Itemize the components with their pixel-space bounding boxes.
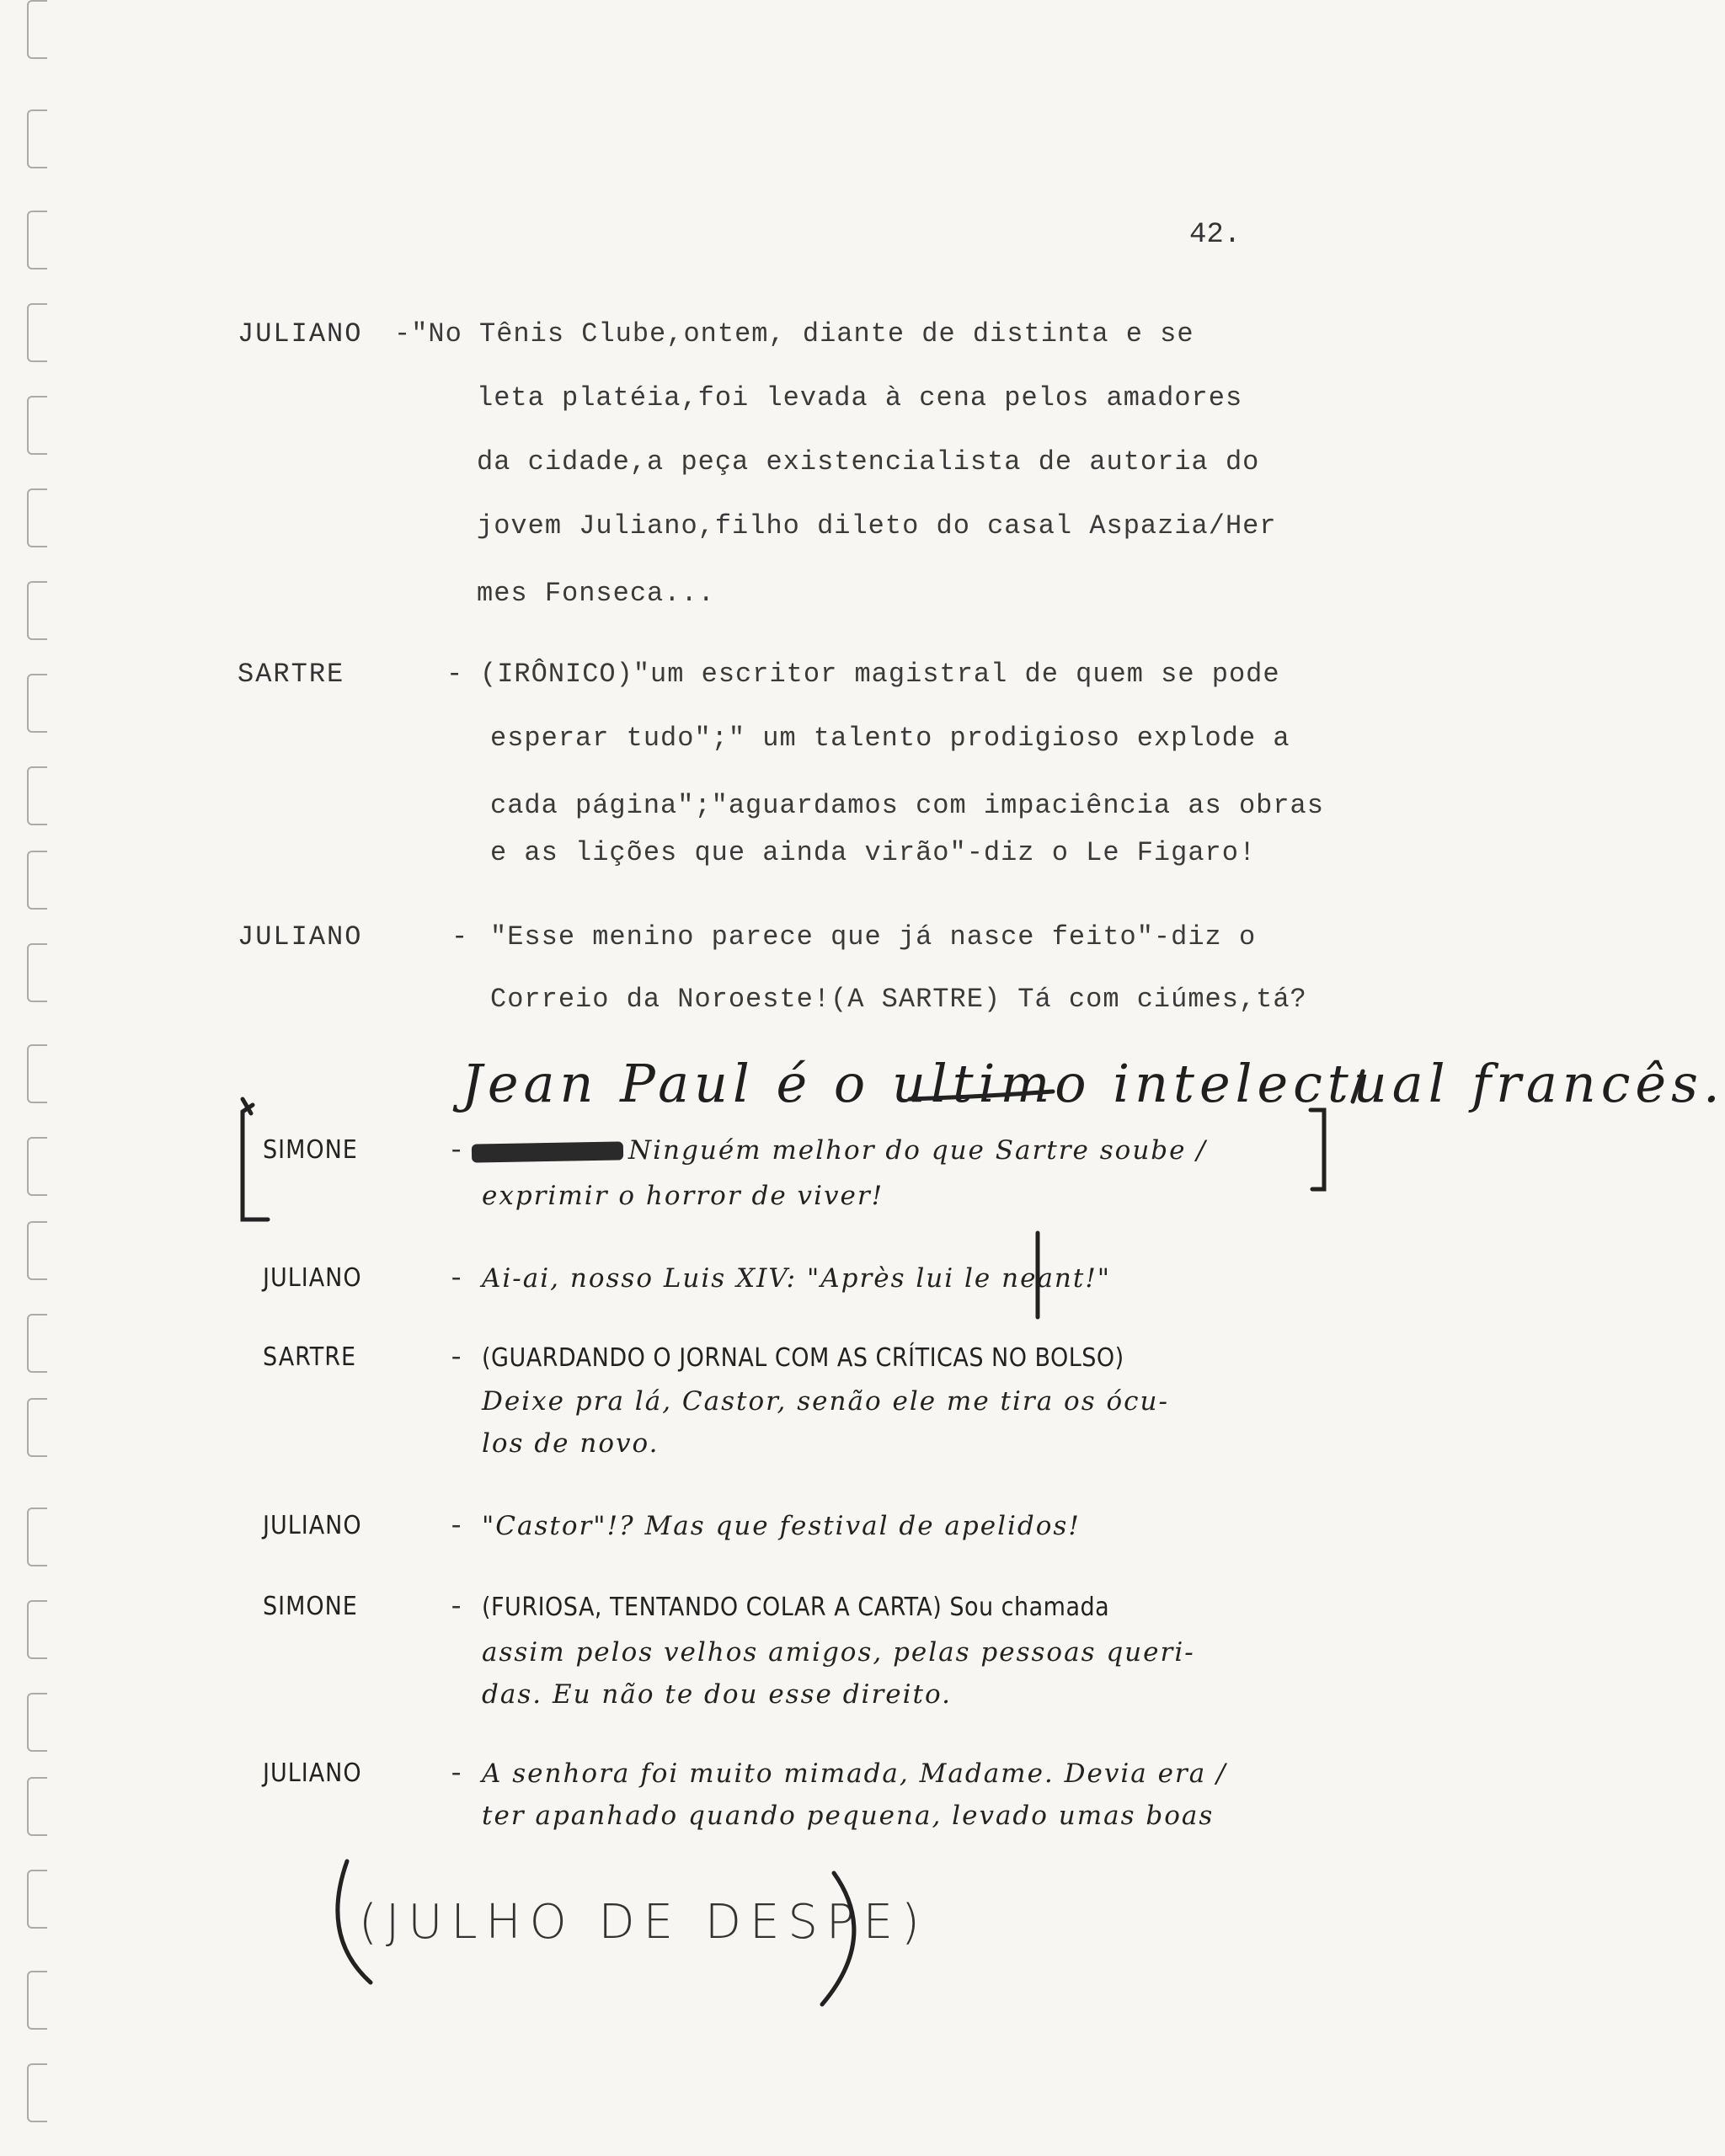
dialogue-dash: - xyxy=(448,1342,465,1374)
dialogue-line: ter apanhado quando pequena, levado umas boas xyxy=(482,1801,1215,1831)
speaker-name: JULIANO xyxy=(263,1758,362,1788)
speaker-name: SARTRE xyxy=(263,1342,356,1372)
speaker-name: JULIANO xyxy=(238,921,363,953)
dialogue-line: da cidade,a peça existencialista de autoria do xyxy=(477,446,1260,478)
stage-direction: (FURIOSA, TENTANDO COLAR A CARTA) Sou chamada xyxy=(482,1593,1110,1622)
dialogue-dash: - xyxy=(448,1511,465,1542)
slash-mark xyxy=(1353,1071,1363,1102)
dialogue-line: "Esse menino parece que já nasce feito"-diz o xyxy=(490,921,1257,953)
dialogue-line: e as lições que ainda virão"-diz o Le Figaro! xyxy=(490,837,1257,868)
dialogue-line: leta platéia,foi levada à cena pelos amadores xyxy=(477,382,1243,414)
speaker-name: SARTRE xyxy=(238,659,345,690)
close-paren-mark xyxy=(822,1873,854,2004)
dialogue-line: Ai-ai, nosso Luis XIV: "Après lui le neant!" xyxy=(482,1263,1112,1294)
dialogue-text: Ninguém melhor do que Sartre soube / xyxy=(628,1135,1207,1166)
speaker-name: JULIANO xyxy=(263,1511,362,1540)
dialogue-line: assim pelos velhos amigos, pelas pessoas queri- xyxy=(482,1637,1195,1668)
handwritten-insert: Jean Paul é o ultimo intelectual francês. xyxy=(462,1053,1725,1114)
underline-mark xyxy=(910,1091,1053,1099)
dialogue-dash: - xyxy=(448,1135,465,1166)
dialogue-line: exprimir o horror de viver! xyxy=(482,1181,884,1211)
dialogue-line: cada página";"aguardamos com impaciência as obras xyxy=(490,790,1324,821)
dialogue-dash: - xyxy=(448,1263,465,1294)
handwritten-note: (JULHO DE DESPE) xyxy=(359,1895,928,1950)
speaker-name: SIMONE xyxy=(263,1592,358,1621)
speaker-name: SIMONE xyxy=(263,1135,358,1165)
dialogue-line: "Castor"!? Mas que festival de apelidos! xyxy=(482,1511,1081,1541)
speaker-name: JULIANO xyxy=(263,1263,362,1293)
dialogue-dash: - xyxy=(448,1758,465,1790)
right-bracket-mark xyxy=(1311,1110,1324,1189)
dialogue-line: das. Eu não te dou esse direito. xyxy=(482,1679,952,1710)
dialogue-dash: - xyxy=(448,1592,465,1623)
dialogue-line: Correio da Noroeste!(A SARTRE) Tá com ciúmes,tá? xyxy=(490,984,1307,1015)
dialogue-line: -"No Tênis Clube,ontem, diante de distinta e se xyxy=(394,318,1194,350)
dialogue-line: Deixe pra lá, Castor, senão ele me tira os ócu- xyxy=(482,1386,1169,1417)
dialogue-line: A senhora foi muito mimada, Madame. Devia era / xyxy=(482,1758,1227,1789)
open-paren-mark xyxy=(338,1861,371,1983)
dialogue-line: esperar tudo";" um talento prodigioso explode a xyxy=(490,723,1290,754)
left-bracket-mark xyxy=(243,1105,268,1219)
dialogue-line: (IRÔNICO)"um escritor magistral de quem se pode xyxy=(480,659,1280,690)
page-number: 42. xyxy=(1189,219,1242,251)
dialogue-line: los de novo. xyxy=(482,1428,660,1459)
dialogue-dash: - xyxy=(451,921,468,953)
dialogue-dash: - xyxy=(446,659,463,690)
speaker-name: JULIANO xyxy=(238,318,363,350)
dialogue-line: jovem Juliano,filho dileto do casal Aspazia/Her xyxy=(477,510,1277,542)
stage-direction: (GUARDANDO O JORNAL COM AS CRÍTICAS NO BOLSO) xyxy=(482,1343,1124,1373)
dialogue-line: mes Fonseca... xyxy=(477,578,715,609)
